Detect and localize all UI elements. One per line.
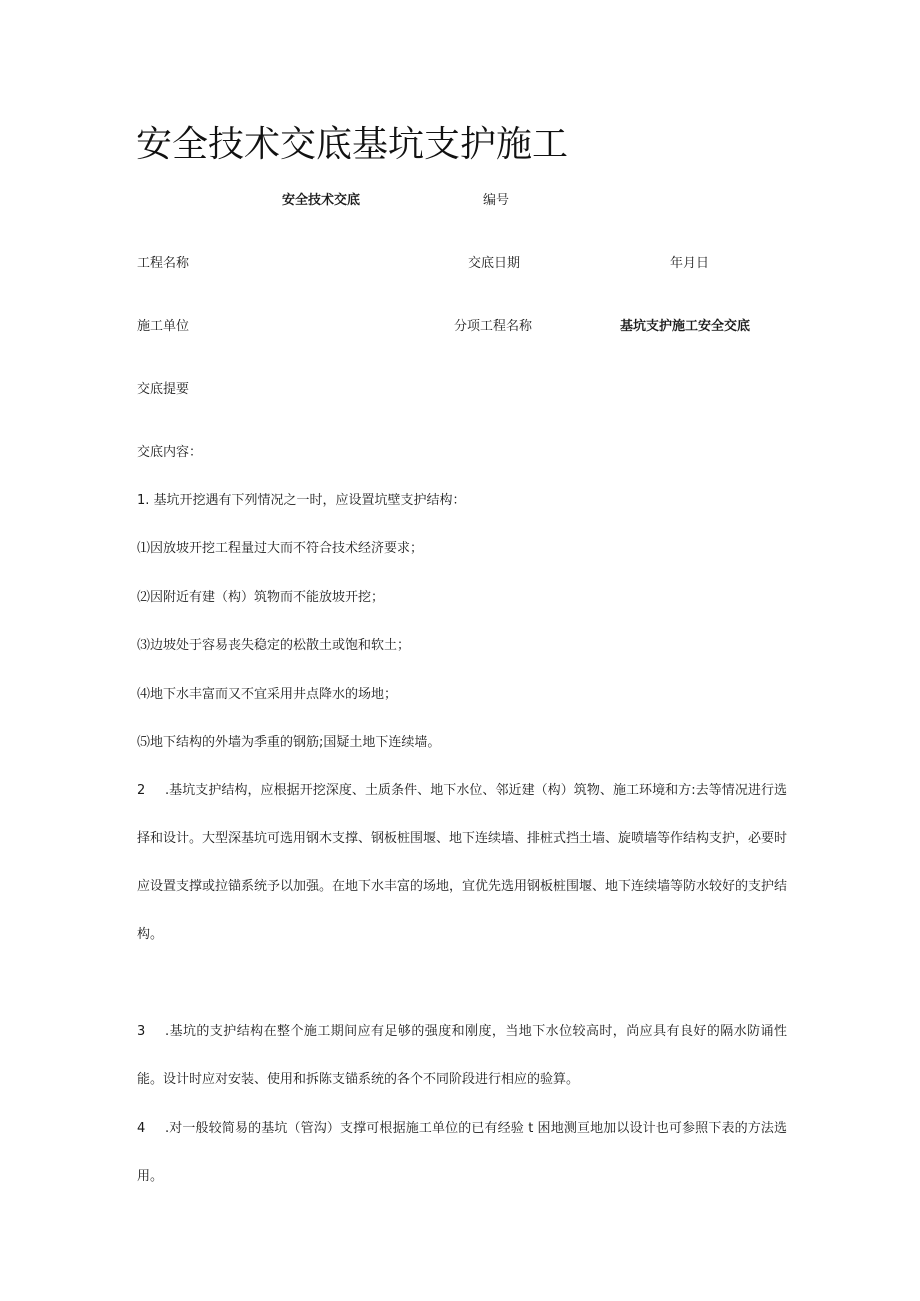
subproject-label: 分项工程名称 bbox=[454, 319, 533, 334]
item-3-number: 3 bbox=[137, 1024, 146, 1039]
subproject-value: 基坑支护施工安全交底 bbox=[620, 319, 751, 334]
item-2 bbox=[137, 767, 787, 959]
sub-item-1: ⑴因放坡开挖工程量过大而不符合技术经济要求； bbox=[137, 541, 424, 556]
sub-item-4: ⑷地下水丰富而又不宜采用井点降水的场地； bbox=[137, 687, 398, 702]
sub-item-2: ⑵因附近有建（构）筑物而不能放坡开挖； bbox=[137, 590, 385, 605]
item-4-number: 4 bbox=[137, 1121, 146, 1136]
item-3-text: .基坑的支护结构在整个施工期间应有足够的强度和刚度，当地下水位较高时，尚应具有良好的隔水防诵性能。设计时应对安装、使用和拆陈支锚系统的各个不同阶段进行相应的验算。 bbox=[137, 1024, 787, 1087]
date-value: 年月日 bbox=[670, 256, 710, 271]
item-4-text: .对一般较简易的基坑（管沟）支撑可根据施工单位的已有经验 t 困地测亘地加以设计也可参照下表的方法选用。 bbox=[137, 1121, 787, 1184]
date-label: 交底日期 bbox=[468, 256, 521, 271]
summary-label: 交底提要 bbox=[137, 382, 190, 397]
sub-item-3: ⑶边坡处于容易丧失稳定的松散土或饱和软土； bbox=[137, 638, 411, 653]
project-name-label: 工程名称 bbox=[137, 256, 190, 271]
item-1: 1. 基坑开挖遇有下列情况之一时，应设置坑壁支护结构： bbox=[137, 493, 466, 508]
item-2-text: .基坑支护结构，应根据开挖深度、土质条件、地下水位、邻近建（构）筑物、施工环境和方:去等情况进行选择和设计。大型深基坑可选用钢木支撑、钢板桩围堰、地下连续墙、排桩式挡土墙、旋喷墙等作结构支护，必要时应设置支撑或拉锚系统予以加强。在地下水丰富的场地，宜优先选用钢板桩围堰、地下连续墙等防水较好的支护结构。 bbox=[137, 783, 788, 942]
form-name: 安全技术交底 bbox=[282, 193, 361, 208]
item-2-number: 2 bbox=[137, 783, 146, 798]
document-title: 安全技术交底基坑支护施工 bbox=[136, 124, 569, 165]
sub-item-5: ⑸地下结构的外墙为季重的钢筋;国疑土地下连续墙。 bbox=[137, 735, 441, 750]
item-3 bbox=[137, 1008, 787, 1104]
item-4 bbox=[137, 1105, 787, 1201]
construction-unit-label: 施工单位 bbox=[137, 319, 190, 334]
number-label: 编号 bbox=[483, 193, 510, 208]
content-label: 交底内容： bbox=[137, 445, 203, 460]
